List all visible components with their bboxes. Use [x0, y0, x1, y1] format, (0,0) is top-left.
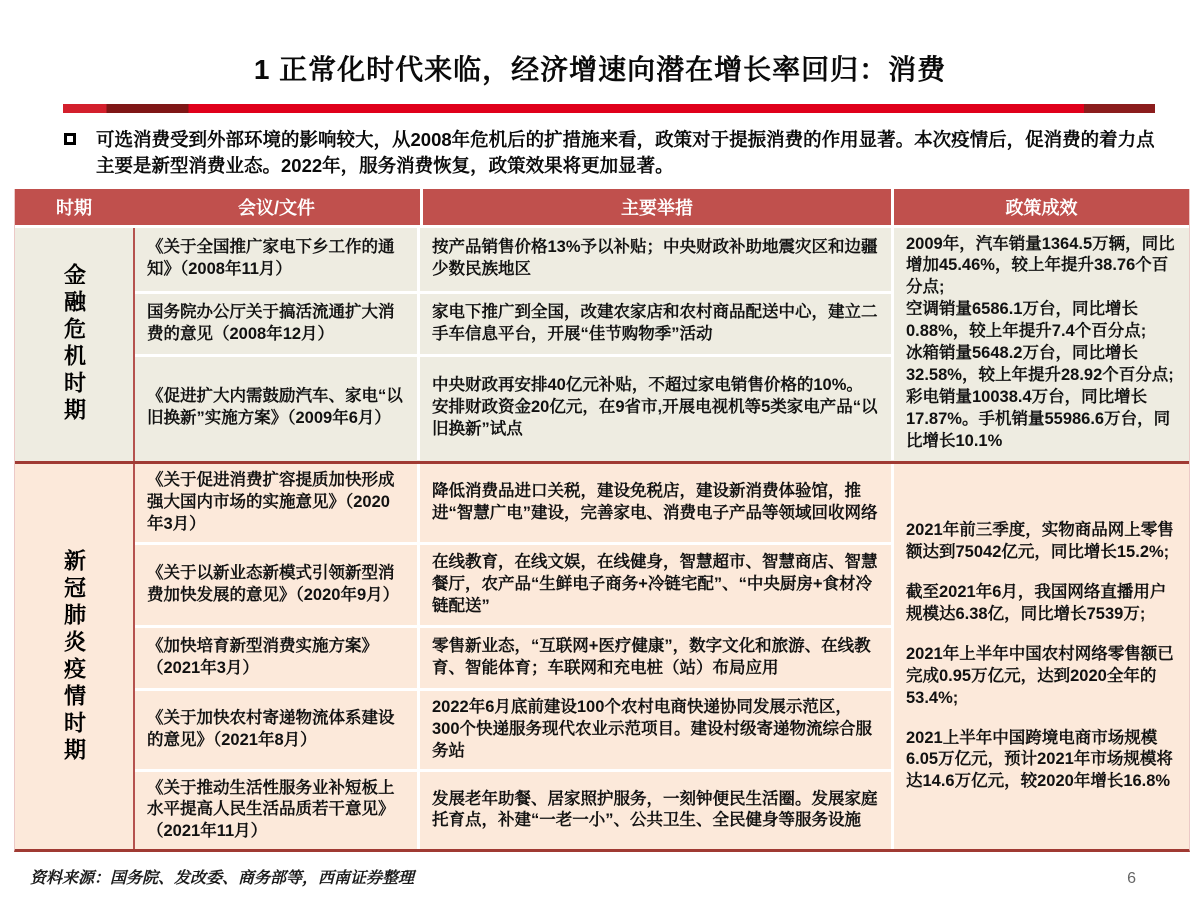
- document-text: 《关于推动生活性服务业补短板上水平提高人民生活品质若干意见》（2021年11月）: [147, 778, 395, 841]
- section-covid: [15, 461, 1189, 849]
- table-row: [135, 228, 894, 291]
- page-title: 1 正常化时代来临，经济增速向潜在增长率回归：消费: [253, 54, 947, 85]
- period-cell: [15, 464, 133, 849]
- table-row: [135, 291, 894, 354]
- effect-cell: [894, 464, 1189, 849]
- section-rows: [133, 464, 894, 849]
- document-cell: [135, 691, 420, 769]
- document-cell: [135, 545, 420, 625]
- bullet-square-icon: [64, 133, 76, 145]
- effect-paragraph: 2021年上半年中国农村网络零售额已完成0.95万亿元，达到2020全年的53.4%;: [906, 644, 1174, 707]
- intro-text: 可选消费受到外部环境的影响较大，从2008年危机后的扩措施来看，政策对于提振消费的作用显著。本次疫情后，促消费的着力点主要是新型消费业态。2022年，服务消费恢复，政策效果将更加显著。: [96, 129, 1155, 177]
- measure-cell: [420, 464, 894, 542]
- effect-line: 冰箱销量5648.2万台，同比增长32.58%，较上年提升28.92个百分点;: [906, 344, 1174, 385]
- source-note: 资料来源：国务院、发改委、商务部等，西南证券整理: [30, 870, 415, 887]
- table-row: [135, 625, 894, 688]
- table-row: [135, 769, 894, 850]
- effect-cell: [894, 228, 1189, 461]
- document-cell: [135, 228, 420, 291]
- measure-text: 2022年6月底前建设100个农村电商快递协同发展示范区，300个快递服务现代农业示范项目。建设村级寄递物流综合服务站: [432, 697, 873, 760]
- document-cell: [135, 772, 420, 850]
- table-header-row: [15, 189, 1189, 225]
- table-row: [135, 688, 894, 769]
- document-text: 《加快培育新型消费实施方案》（2021年3月）: [147, 636, 378, 677]
- document-text: 国务院办公厅关于搞活流通扩大消费的意见（2008年12月）: [147, 302, 395, 343]
- header-cell-documents: 会议/文件: [133, 189, 420, 225]
- table-row: [135, 354, 894, 460]
- intro-block: [64, 127, 1168, 180]
- effect-line: 空调销量6586.1万台，同比增长0.88%，较上年提升7.4个百分点;: [906, 300, 1147, 341]
- period-label: 金融危机时期: [61, 263, 87, 426]
- document-cell: [135, 294, 420, 354]
- table-row: [135, 542, 894, 625]
- document-text: 《关于加快农村寄递物流体系建设的意见》（2021年8月）: [147, 708, 395, 749]
- effect-paragraph: 截至2021年6月，我国网络直播用户规模达6.38亿，同比增长7539万;: [906, 582, 1167, 623]
- document-text: 《关于促进消费扩容提质加快形成强大国内市场的实施意见》（2020年3月）: [147, 470, 395, 533]
- measure-cell: [420, 545, 894, 625]
- section-financial-crisis: [15, 225, 1189, 461]
- measure-text: 降低消费品进口关税，建设免税店，建设新消费体验馆，推进“智慧广电”建设，完善家电、消费电子产品等领域回收网络: [432, 481, 878, 522]
- document-text: 《关于以新业态新模式引领新型消费加快发展的意见》（2020年9月）: [147, 563, 400, 604]
- document-cell: [135, 628, 420, 688]
- measure-cell: [420, 294, 894, 354]
- measure-cell: [420, 357, 894, 460]
- document-cell: [135, 357, 420, 460]
- title-underline: [63, 104, 1155, 113]
- measure-text: 家电下推广到全国，改建农家店和农村商品配送中心，建立二手车信息平台，开展“佳节购物季”活动: [432, 302, 878, 343]
- measure-text: 零售新业态，“互联网+医疗健康”，数字文化和旅游、在线教育、智能体育；车联网和充电桩（站）布局应用: [432, 636, 871, 677]
- measure-text: 中央财政再安排40亿元补贴，不超过家电销售价格的10%。安排财政资金20亿元，在9省市,开展电视机等5类家电产品“以旧换新”试点: [432, 376, 878, 438]
- measure-text: 发展老年助餐、居家照护服务，一刻钟便民生活圈。发展家庭托育点，补建“一老一小”、公共卫生、全民健身等服务设施: [432, 789, 878, 830]
- document-text: 《促进扩大内需鼓励汽车、家电“以旧换新”实施方案》（2009年6月）: [147, 387, 403, 428]
- header-cell-effects: 政策成效: [894, 189, 1189, 225]
- page-number: 6: [1127, 870, 1136, 887]
- period-cell: [15, 228, 133, 461]
- measure-cell: [420, 691, 894, 769]
- measure-cell: [420, 628, 894, 688]
- header-cell-period: 时期: [15, 189, 133, 225]
- policy-table: [14, 189, 1190, 853]
- effect-line: 彩电销量10038.4万台，同比增长17.87%。手机销量55986.6万台，同比增长10.1%: [906, 388, 1171, 450]
- section-rows: [133, 228, 894, 461]
- document-cell: [135, 464, 420, 542]
- effect-line: 2009年，汽车销量1364.5万辆，同比增加45.46%，较上年提升38.76个百分点;: [906, 234, 1175, 297]
- measure-text: 在线教育，在线文娱，在线健身，智慧超市、智慧商店、智慧餐厅，农产品“生鲜电子商务+冷链宅配”、“中央厨房+食材冷链配送”: [432, 552, 878, 615]
- table-row: [135, 464, 894, 542]
- effect-paragraph: 2021年前三季度，实物商品网上零售额达到75042亿元，同比增长15.2%;: [906, 520, 1174, 561]
- period-label: 新冠肺炎疫情时期: [61, 548, 87, 765]
- document-text: 《关于全国推广家电下乡工作的通知》（2008年11月）: [147, 238, 395, 279]
- measure-cell: [420, 772, 894, 850]
- header-cell-measures: 主要举措: [420, 189, 894, 225]
- measure-cell: [420, 228, 894, 291]
- footer: [30, 865, 1136, 888]
- effect-paragraph: 2021上半年中国跨境电商市场规模6.05万亿元，预计2021年市场规模将达14.6万亿元，较2020年增长16.8%: [906, 728, 1173, 791]
- measure-text: 按产品销售价格13%予以补贴；中央财政补助地震灾区和边疆少数民族地区: [432, 238, 878, 279]
